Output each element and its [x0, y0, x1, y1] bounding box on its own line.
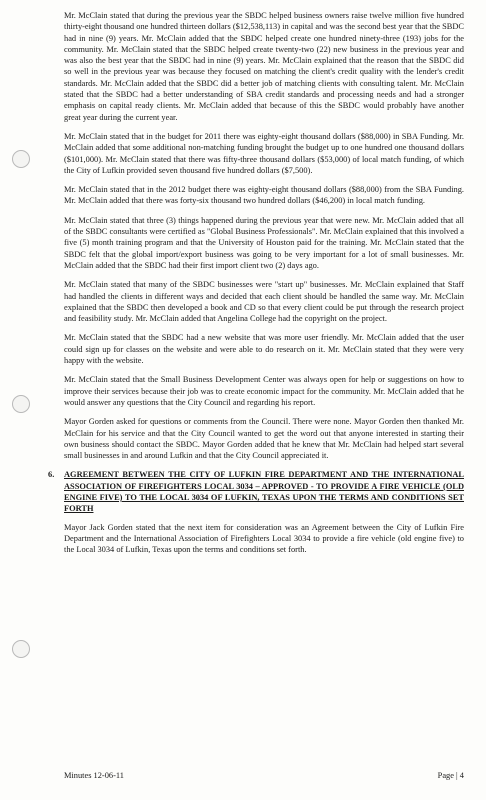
- paragraph-mayor-comments: Mayor Gorden asked for questions or comments from the Council. There were none. Mayor Gorden then thanked Mr. McClain for his service and that the City Council wanted to get the word out that anyone interested in starting their own business should contact the SBDC. Mayor Gorden added that he knew that Mr. McClain had helped start several small businesses in and around Lufkin and that the City Council appreciated it.: [64, 417, 464, 461]
- paragraph-budget-2012: Mr. McClain stated that in the 2012 budget there was eighty-eight thousand dollars ($88,000) from the SBA Funding. Mr. McClain added that there was forty-six thousand two hundred dollars ($46,200) in local match funding.: [64, 185, 464, 206]
- paragraph-start-up-businesses: Mr. McClain stated that many of the SBDC businesses were "start up" businesses. Mr. McClain explained that Staff had handled the clients in different ways and decided that each client should be handled the same way. Mr. McClain explained that the SBDC then developed a book and CD so that every client could be put through the research project and feasibility study. Mr. McClain added that Angelina College had the copyright on the project.: [64, 280, 464, 324]
- binder-hole-bottom: [12, 640, 30, 658]
- footer-minutes-date: Minutes 12-06-11: [64, 771, 124, 780]
- paragraph-new-things: Mr. McClain stated that three (3) things happened during the previous year that were new. Mr. McClain added that all of the SBDC consultants were certified as "Global Business Professionals". Mr. McClain explained that this involved a five (5) month training program and that the University of Houston paid for the training. Mr. McClain stated that the SBDC felt that the global import/export business was going to be very important for a lot of small businesses. Mr. McClain added that the SBDC had their first import client two (2) days ago.: [64, 215, 464, 270]
- binder-hole-middle: [12, 395, 30, 413]
- agenda-item-body: Mayor Jack Gorden stated that the next item for consideration was an Agreement between the City of Lufkin Fire Department and the International Association of Firefighters Local 3034 to provide a fire vehicle (old engine five) to the Local 3034 of Lufkin, Texas upon the terms and conditions set forth.: [64, 522, 464, 555]
- binder-hole-top: [12, 150, 30, 168]
- paragraph-sbdc-results: Mr. McClain stated that during the previous year the SBDC helped business owners raise twelve million five hundred thirty-eight thousand one hundred thirteen dollars ($12,538,113) in capital and was the second best year that the SBDC had in nine (9) years. Mr. McClain added that the SBDC helped create one hundred ninety-three (193) jobs for the community. Mr. McClain stated that the SBDC helped create twenty-two (22) new business in the previous year and was also the best year that the SBDC had in nine (9) years. Mr. McClain explained that the reason that the SBDC did so well in the previous year was because they focused on matching the client's credit quality with the lender's credit standards. Mr. McClain added that the SBDC did a better job of matching clients with consulting talent. Mr. McClain stated that the SBDC had a better understanding of SBA credit standards and processing needs and had a stronger emphasis on capital ready clients. Mr. McClain added that because of this the SBDC would probably have another great year during the current year.: [64, 11, 464, 122]
- paragraph-help-suggestions: Mr. McClain stated that the Small Business Development Center was always open for help or suggestions on how to improve their services because their job was to create economic impact for the community. Mr. McClain added that he would answer any questions that the City Council and regarding his report.: [64, 375, 464, 407]
- paragraph-website: Mr. McClain stated that the SBDC had a new website that was more user friendly. Mr. McClain added that the user could sign up for classes on the website and were able to do research on it. Mr. McClain stated that they were very happy with the website.: [64, 333, 464, 366]
- agenda-item-title: AGREEMENT BETWEEN THE CITY OF LUFKIN FIRE DEPARTMENT AND THE INTERNATIONAL ASSOCIATION OF FIREFIGHTERS LOCAL 3034 – APPROVED - TO PROVIDE A FIRE VEHICLE (OLD ENGINE FIVE) TO THE LOCAL 3034 OF LUFKIN, TEXAS UPON THE TERMS AND CONDITIONS SET FORTH: [64, 470, 464, 514]
- agenda-item: [48, 469, 464, 514]
- document-body: [48, 10, 464, 563]
- paragraph-budget-2011: Mr. McClain stated that in the budget for 2011 there was eighty-eight thousand dollars ($88,000) in SBA Funding. Mr. McClain added that some additional non-matching funding brought the budget up to one hundred one thousand dollars ($101,000). Mr. McClain stated that there was fifty-three thousand dollars ($53,000) of local match funding, of which the City of Lufkin provided seven thousand five hundred dollars ($7,500).: [64, 131, 464, 175]
- footer-page-number: Page | 4: [437, 771, 464, 780]
- agenda-item-number: 6.: [48, 470, 55, 480]
